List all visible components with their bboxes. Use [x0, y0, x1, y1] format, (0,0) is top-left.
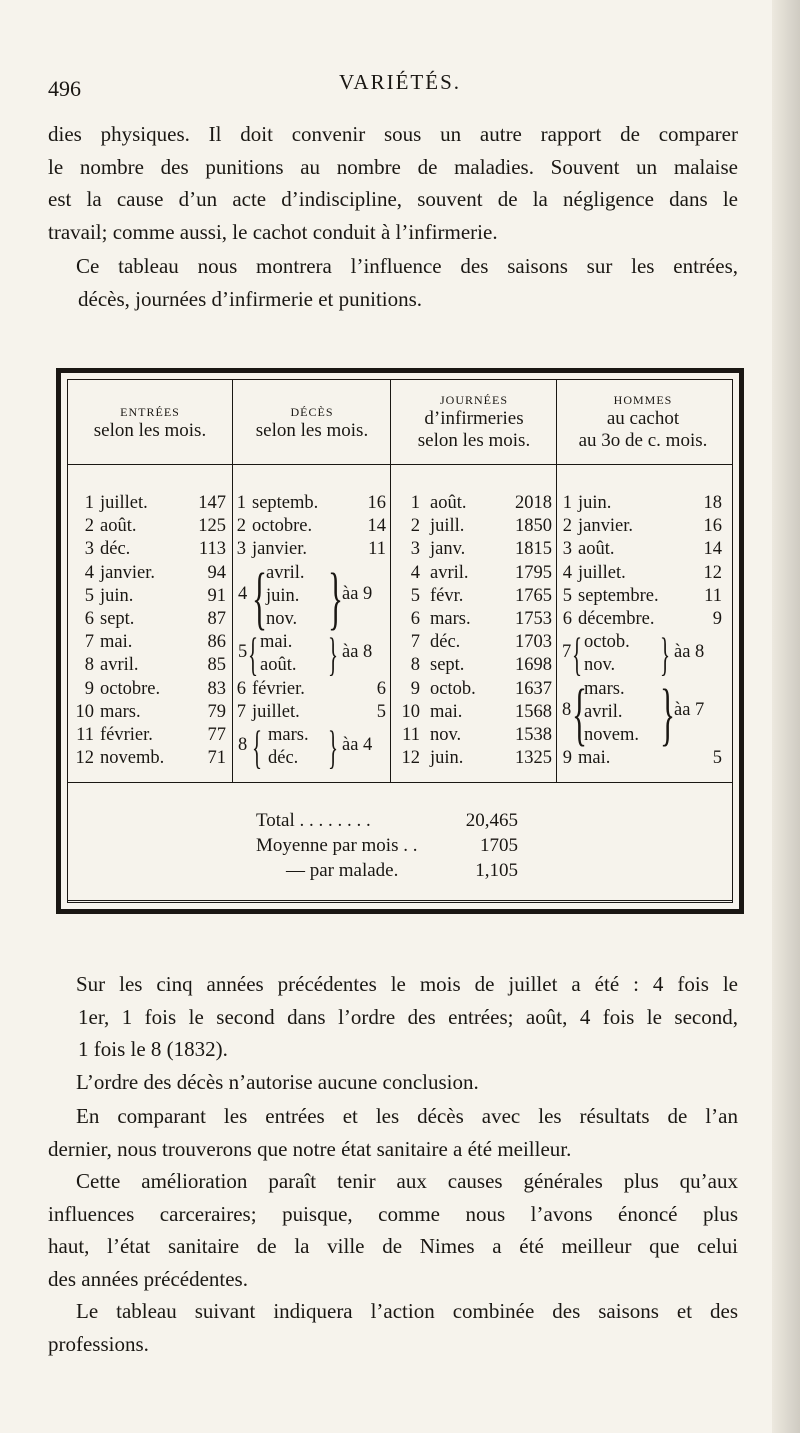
text-line: influences carceraires; puisque, comme nous l’avons énoncé plus [48, 1201, 738, 1226]
row-value: 1325 [515, 748, 552, 769]
header-text: au 3o de c. mois. [578, 430, 708, 451]
group-month: novem. [584, 725, 639, 745]
row-month: septembre. [578, 585, 659, 606]
row-month: décembre. [578, 609, 655, 629]
group-rank: 8 [562, 700, 572, 721]
season-table [56, 368, 744, 914]
row-value: 5 [712, 748, 722, 769]
text-line: le nombre des punitions au nombre de maladies. Souvent un malaise [48, 154, 738, 179]
row-month: juillet. [100, 493, 148, 513]
row-month: août. [578, 539, 615, 560]
row-rank: 4 [562, 562, 572, 583]
column-rule [390, 380, 391, 782]
row-month: mai. [578, 748, 611, 769]
row-month: sept. [430, 655, 465, 676]
row-value: 18 [703, 493, 722, 513]
group-month: nov. [266, 609, 298, 629]
text-line: Sur les cinq années précédentes le mois de juillet a été : 4 fois le [76, 972, 738, 996]
row-month: juillet. [578, 562, 626, 583]
row-rank: 3 [410, 539, 420, 560]
row-rank: 6 [410, 609, 420, 629]
row-rank: 10 [75, 701, 94, 722]
row-value: 2018 [515, 493, 552, 513]
row-value: 1753 [515, 609, 552, 629]
row-month: sept. [100, 609, 135, 629]
row-rank: 12 [401, 748, 420, 769]
group-value: àa 7 [674, 700, 705, 721]
row-value: 77 [207, 725, 226, 745]
header-caption: DÉCÈS [290, 405, 334, 419]
bottom-rule [68, 900, 732, 901]
group-month: déc. [268, 748, 299, 769]
text-line: est la cause d’un acte d’indiscipline, souvent de la négligence dans le [48, 187, 738, 211]
row-month: octob. [430, 678, 476, 699]
table-inner-border [67, 379, 733, 903]
moyenne-label: Moyenne par mois . . [256, 835, 418, 856]
group-value: àa 9 [342, 584, 373, 605]
row-value: 14 [703, 539, 722, 560]
row-month: janvier. [100, 562, 155, 583]
right-brace: } [328, 723, 339, 774]
row-rank: 1 [562, 493, 572, 513]
row-rank: 5 [410, 585, 420, 606]
paragraph-5 [48, 1295, 738, 1360]
row-value: 1765 [515, 585, 552, 606]
row-value: 1698 [515, 655, 552, 676]
row-value: 85 [207, 655, 226, 676]
row-value: 87 [207, 609, 226, 629]
text-line: des années précédentes. [48, 1266, 248, 1291]
row-month: juin. [578, 493, 612, 513]
row-value: 16 [367, 493, 386, 513]
row-rank: 5 [562, 585, 572, 606]
row-value: 11 [368, 539, 386, 560]
right-brace: } [660, 675, 676, 753]
totals-rule [68, 782, 732, 783]
row-value: 5 [376, 701, 386, 722]
row-value: 83 [207, 678, 226, 699]
row-value: 1795 [515, 562, 552, 583]
text-line: haut, l’état sanitaire de la ville de Nimes a été meilleur que celui [48, 1234, 738, 1258]
row-rank: 8 [410, 655, 420, 676]
paragraph-3 [48, 1100, 738, 1165]
row-month: juin. [430, 748, 464, 769]
row-month: septemb. [252, 493, 319, 513]
header-journees [392, 392, 556, 452]
text-line: En comparant les entrées et les décès avec les résultats de l’an [76, 1104, 738, 1128]
row-value: 1850 [515, 516, 552, 537]
row-value: 125 [198, 516, 226, 537]
row-value: 86 [207, 632, 226, 653]
paragraph-1 [48, 968, 738, 1066]
row-value: 1815 [515, 539, 552, 560]
left-brace: { [252, 559, 268, 637]
row-value: 94 [207, 562, 226, 583]
row-value: 1637 [515, 678, 552, 699]
header-text: d’infirmeries [424, 408, 524, 429]
header-text: selon les mois. [255, 420, 369, 441]
group-value: àa 8 [674, 642, 705, 663]
header-caption: JOURNÉES [439, 393, 508, 407]
group-month: avril. [584, 701, 623, 722]
text-line: décès, journées d’infirmerie et punitions. [78, 286, 423, 311]
text-line: dernier, nous trouverons que notre état sanitaire a été meilleur. [48, 1136, 572, 1161]
row-rank: 9 [84, 678, 94, 699]
row-month: janvier. [578, 516, 633, 537]
right-brace: } [328, 559, 344, 637]
row-rank: 12 [75, 748, 94, 769]
paragraph-2 [48, 1066, 738, 1099]
row-value: 16 [703, 516, 722, 537]
total-label: Total . . . . . . . . [256, 810, 371, 831]
row-rank: 4 [84, 562, 94, 583]
row-month: février. [252, 678, 305, 699]
paragraph-intro [48, 250, 738, 315]
group-month: octob. [584, 632, 630, 653]
header-rule [68, 464, 732, 465]
row-month: octobre. [100, 678, 161, 699]
row-value: 71 [207, 748, 226, 769]
row-month: août. [100, 516, 137, 537]
row-rank: 4 [410, 562, 420, 583]
header-caption: ENTRÉES [120, 405, 180, 419]
row-value: 1568 [515, 701, 552, 722]
group-rank: 8 [238, 735, 248, 756]
group-value: àa 4 [342, 735, 373, 756]
row-month: avril. [430, 562, 469, 583]
header-cachot [558, 392, 728, 452]
moyenne-value: 1705 [480, 835, 518, 856]
row-month: mai. [430, 701, 463, 722]
malade-label: — par malade. [286, 860, 399, 881]
row-rank: 2 [562, 516, 572, 537]
row-value: 1703 [515, 632, 552, 653]
group-month: mars. [584, 678, 625, 699]
left-brace: { [572, 675, 588, 753]
header-text: selon les mois. [417, 430, 531, 451]
row-value: 9 [712, 609, 722, 629]
row-month: avril. [100, 655, 139, 676]
row-rank: 9 [562, 748, 572, 769]
header-text: au cachot [606, 408, 680, 429]
text-line: travail; comme aussi, le cachot conduit à l’infirmerie. [48, 219, 498, 244]
row-month: nov. [430, 725, 462, 745]
row-rank: 11 [402, 725, 420, 745]
group-month: nov. [584, 655, 616, 676]
group-month: avril. [266, 562, 305, 583]
row-rank: 3 [236, 539, 246, 560]
row-rank: 6 [236, 678, 246, 699]
row-month: mai. [100, 632, 133, 653]
text-line: Cette amélioration paraît tenir aux causes générales plus qu’aux [76, 1169, 738, 1193]
row-rank: 6 [84, 609, 94, 629]
row-rank: 2 [84, 516, 94, 537]
page-edge-shadow [772, 0, 800, 1433]
group-rank: 5 [238, 642, 248, 663]
malade-value: 1,105 [475, 860, 518, 881]
row-month: mars. [100, 701, 141, 722]
row-month: déc. [430, 632, 461, 653]
row-rank: 1 [84, 493, 94, 513]
group-month: mars. [268, 725, 309, 745]
total-value: 20,465 [465, 810, 518, 831]
row-rank: 3 [84, 539, 94, 560]
text-line: Le tableau suivant indiquera l’action combinée des saisons et des [76, 1299, 738, 1323]
row-rank: 1 [236, 493, 246, 513]
header-text: selon les mois. [93, 420, 207, 441]
row-rank: 2 [236, 516, 246, 537]
text-line: Ce tableau nous montrera l’influence des saisons sur les entrées, [76, 254, 738, 278]
row-rank: 3 [562, 539, 572, 560]
row-rank: 8 [84, 655, 94, 676]
column-rule [556, 380, 557, 782]
group-rank: 4 [238, 584, 248, 605]
header-caption: HOMMES [613, 393, 673, 407]
row-month: janv. [430, 539, 466, 560]
running-head: VARIÉTÉS. [338, 70, 462, 94]
row-rank: 7 [410, 632, 420, 653]
row-rank: 9 [410, 678, 420, 699]
text-line: 1er, 1 fois le second dans l’ordre des entrées; août, 4 fois le second, [78, 1004, 738, 1029]
row-value: 113 [198, 539, 226, 560]
page-number: 496 [48, 76, 81, 101]
row-month: juill. [430, 516, 465, 537]
row-value: 1538 [515, 725, 552, 745]
row-rank: 6 [562, 609, 572, 629]
row-month: déc. [100, 539, 131, 560]
group-month: juin. [266, 585, 300, 606]
header-deces [234, 404, 390, 442]
text-line: L’ordre des décès n’autorise aucune conclusion. [76, 1070, 479, 1094]
row-month: juillet. [252, 701, 300, 722]
header-entrees [68, 404, 232, 442]
row-month: juin. [100, 585, 134, 606]
right-brace: } [660, 630, 671, 682]
row-value: 91 [207, 585, 226, 606]
row-month: octobre. [252, 516, 313, 537]
right-brace: } [328, 630, 339, 682]
row-month: févr. [430, 585, 464, 606]
paragraph-4 [48, 1165, 738, 1295]
row-rank: 10 [401, 701, 420, 722]
row-rank: 7 [236, 701, 246, 722]
left-brace: { [252, 723, 263, 774]
row-value: 147 [198, 493, 226, 513]
text-line: professions. [48, 1331, 149, 1356]
row-rank: 5 [84, 585, 94, 606]
row-month: mars. [430, 609, 471, 629]
row-value: 12 [703, 562, 722, 583]
group-month: mai. [260, 632, 293, 653]
row-month: novemb. [100, 748, 165, 769]
row-value: 14 [367, 516, 386, 537]
group-value: àa 8 [342, 642, 373, 663]
row-month: février. [100, 725, 153, 745]
row-value: 11 [704, 585, 722, 606]
row-rank: 2 [410, 516, 420, 537]
row-month: janvier. [252, 539, 307, 560]
row-rank: 7 [84, 632, 94, 653]
group-month: août. [260, 655, 297, 676]
row-value: 79 [207, 701, 226, 722]
text-line: dies physiques. Il doit convenir sous un autre rapport de comparer [48, 122, 738, 146]
row-month: août. [430, 493, 467, 513]
row-value: 6 [376, 678, 386, 699]
group-rank: 7 [562, 642, 572, 663]
left-brace: { [248, 630, 259, 682]
row-rank: 1 [410, 493, 420, 513]
paragraph-top [48, 118, 738, 248]
row-rank: 11 [76, 725, 94, 745]
text-line: 1 fois le 8 (1832). [78, 1037, 228, 1061]
left-brace: { [572, 630, 583, 682]
